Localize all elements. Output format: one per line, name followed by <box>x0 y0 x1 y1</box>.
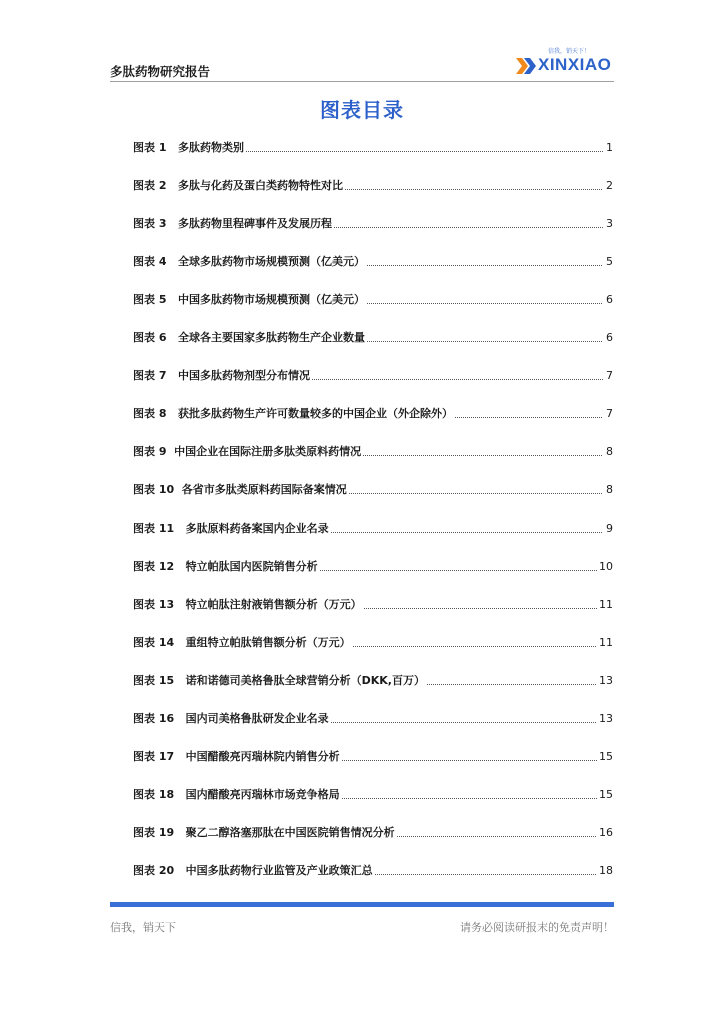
toc-dot-leader <box>342 760 597 761</box>
toc-entry-label: 图表 1 多肽药物类别 <box>133 141 244 154</box>
toc-entry-page-number: 7 <box>606 369 613 383</box>
toc-entry-page-number: 5 <box>606 255 613 269</box>
toc-entry[interactable] <box>133 554 613 574</box>
toc-entry[interactable] <box>133 820 613 840</box>
toc-entry[interactable] <box>133 249 613 269</box>
toc-entry-page-number: 6 <box>606 331 613 345</box>
toc-entry-label: 图表 5 中国多肽药物市场规模预测（亿美元） <box>133 293 365 307</box>
toc-entry[interactable] <box>133 668 613 688</box>
logo-text: XINXIAO <box>538 55 612 74</box>
toc-dot-leader <box>331 532 603 533</box>
toc-dot-leader <box>345 189 603 190</box>
toc-entry[interactable] <box>133 287 613 307</box>
toc-dot-leader <box>367 265 603 266</box>
toc-entry[interactable] <box>133 592 613 612</box>
toc-entry[interactable] <box>133 516 613 536</box>
header-divider <box>110 81 614 82</box>
toc-entry[interactable] <box>133 706 613 726</box>
toc-entry-label: 图表 9 中国企业在国际注册多肽类原料药情况 <box>133 445 362 459</box>
toc-entry-label: 图表 11 多肽原料药备案国内企业名录 <box>133 521 329 535</box>
toc-entry-page-number: 15 <box>599 787 613 801</box>
toc-entry[interactable] <box>133 363 613 383</box>
toc-entry-page-number: 15 <box>599 749 613 763</box>
toc-entry-page-number: 2 <box>606 179 613 193</box>
toc-entry-label: 图表 12 特立帕肽国内医院销售分析 <box>133 559 318 573</box>
toc-entry-page-number: 3 <box>606 217 613 231</box>
toc-entry-page-number: 10 <box>599 559 613 573</box>
toc-entry-label: 图表 15 诺和诺德司美格鲁肽全球营销分析（DKK,百万） <box>133 673 425 687</box>
toc-dot-leader <box>320 570 597 571</box>
toc-entry[interactable] <box>133 325 613 345</box>
toc-dot-leader <box>246 151 603 152</box>
toc-entry-page-number: 9 <box>606 521 613 535</box>
toc-entry-page-number: 8 <box>606 483 613 497</box>
toc-entry-page-number: 8 <box>606 445 613 459</box>
toc-dot-leader <box>367 341 603 342</box>
toc-entry-label: 图表 7 中国多肽药物剂型分布情况 <box>133 369 310 383</box>
toc-entry-label: 图表 3 多肽药物里程碑事件及发展历程 <box>133 217 332 231</box>
toc-dot-leader <box>334 227 603 228</box>
footer-disclaimer: 请务必阅读研报末的免责声明！ <box>460 921 614 934</box>
toc-entry-page-number: 18 <box>599 863 613 877</box>
toc-entry-label: 图表 17 中国醋酸亮丙瑞林院内销售分析 <box>133 749 340 763</box>
toc-entry-label: 图表 8 获批多肽药物生产许可数量较多的中国企业（外企除外） <box>133 407 453 421</box>
toc-dot-leader <box>342 798 597 799</box>
report-header-title: 多肽药物研究报告 <box>110 64 211 79</box>
toc-title: 图表目录 <box>320 98 404 122</box>
toc-entry-page-number: 11 <box>599 635 613 649</box>
toc-entry-label: 图表 14 重组特立帕肽销售额分析（万元） <box>133 635 351 649</box>
toc-entry[interactable] <box>133 630 613 650</box>
toc-entry-page-number: 1 <box>606 141 613 154</box>
toc-entry-label: 图表 18 国内醋酸亮丙瑞林市场竞争格局 <box>133 787 340 801</box>
toc-entry[interactable] <box>133 211 613 231</box>
toc-entry-page-number: 13 <box>599 673 613 687</box>
logo-slogan: 信我，销天下！ <box>548 48 591 55</box>
toc-dot-leader <box>363 455 603 456</box>
toc-entry[interactable] <box>133 744 613 764</box>
toc-entry[interactable] <box>133 135 613 155</box>
toc-entry-page-number: 11 <box>599 597 613 611</box>
toc-entry[interactable] <box>133 439 613 459</box>
toc-entry[interactable] <box>133 173 613 193</box>
toc-entry-page-number: 6 <box>606 293 613 307</box>
toc-dot-leader <box>312 379 603 380</box>
toc-entry-page-number: 7 <box>606 407 613 421</box>
xinxiao-logo-icon <box>514 54 538 78</box>
toc-entry[interactable] <box>133 782 613 802</box>
toc-dot-leader <box>397 836 597 837</box>
company-logo <box>512 44 622 80</box>
toc-entry-label: 图表 4 全球多肽药物市场规模预测（亿美元） <box>133 255 365 269</box>
footer-slogan: 信我，销天下 <box>110 921 176 934</box>
toc-entry-label: 图表 2 多肽与化药及蛋白类药物特性对比 <box>133 179 343 193</box>
toc-entry-label: 图表 16 国内司美格鲁肽研发企业名录 <box>133 711 329 725</box>
toc-entry-label: 图表 20 中国多肽药物行业监管及产业政策汇总 <box>133 863 373 877</box>
toc-entry-label: 图表 6 全球各主要国家多肽药物生产企业数量 <box>133 331 365 345</box>
toc-dot-leader <box>349 493 603 494</box>
toc-dot-leader <box>331 722 597 723</box>
toc-entry-page-number: 16 <box>599 825 613 839</box>
footer-divider-bar <box>110 902 614 907</box>
toc-dot-leader <box>375 874 597 875</box>
toc-dot-leader <box>455 417 603 418</box>
toc-dot-leader <box>427 684 597 685</box>
toc-entry-page-number: 13 <box>599 711 613 725</box>
toc-entry[interactable] <box>133 858 613 878</box>
toc-dot-leader <box>353 646 597 647</box>
toc-dot-leader <box>364 608 597 609</box>
toc-entry-label: 图表 10 各省市多肽类原料药国际备案情况 <box>133 483 347 497</box>
toc-entry[interactable] <box>133 401 613 421</box>
toc-entry-label: 图表 19 聚乙二醇洛塞那肽在中国医院销售情况分析 <box>133 825 395 839</box>
toc-dot-leader <box>367 303 603 304</box>
toc-entry-label: 图表 13 特立帕肽注射液销售额分析（万元） <box>133 597 362 611</box>
toc-entry[interactable] <box>133 477 613 497</box>
